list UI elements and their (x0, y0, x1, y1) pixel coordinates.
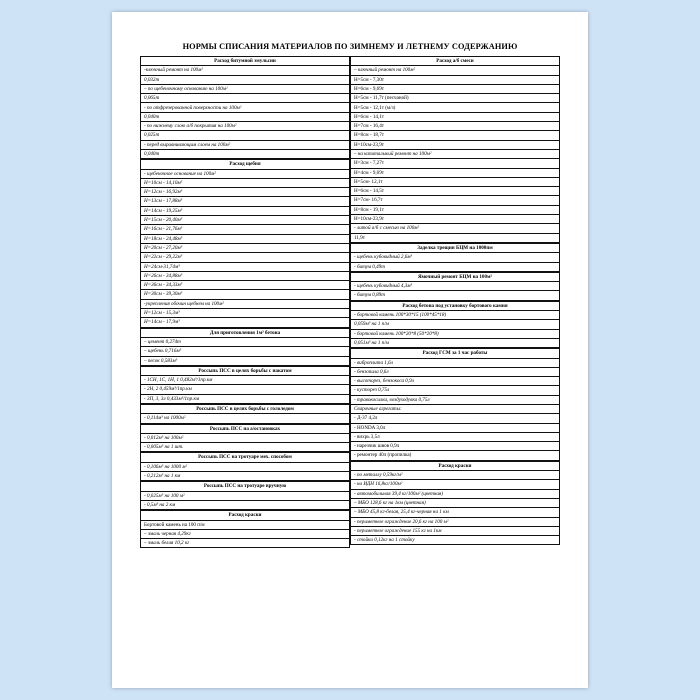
table-cell: – эмаль белая 10,2 кг (141, 539, 350, 548)
table-cell: – песок 0,583м³ (141, 356, 350, 365)
section-table (350, 272, 560, 301)
table-row (351, 480, 560, 489)
table-cell: - литой а/б с смесью на 100м² (351, 224, 560, 233)
section-header: Россыпь ПСС на тротуаре вручную (141, 482, 350, 491)
table-row (351, 140, 560, 149)
table-row (351, 131, 560, 140)
table-row (351, 338, 560, 347)
table-row (141, 414, 350, 423)
table-cell: – эмаль черная 4,29кг (141, 529, 350, 538)
table-row (351, 404, 560, 413)
table-row (351, 395, 560, 404)
table-cell: - 0,025м³ на 100 м² (141, 491, 350, 500)
table-row (141, 281, 350, 290)
table-row (351, 94, 560, 103)
table-cell: - битум 0,89т (351, 291, 560, 300)
section-table (140, 404, 350, 424)
table-row (351, 177, 560, 186)
section-table (140, 328, 350, 366)
section-table (350, 461, 560, 546)
table-row (141, 491, 350, 500)
table-row (351, 233, 560, 242)
table-row (351, 272, 560, 281)
table-row (141, 462, 350, 471)
table-cell: 0,051м³ на 1 п/м (351, 338, 560, 347)
table-cell: - 0,114м³ на 1000м² (141, 414, 350, 423)
section-table (140, 481, 350, 510)
table-row (141, 75, 350, 84)
table-row (351, 536, 560, 545)
table-row (351, 75, 560, 84)
table-cell: Н=26см - 34,88м³ (141, 271, 350, 280)
table-cell: – по щебеночному основанию на 100м² (141, 84, 350, 93)
table-cell: - виброплита 1,6л (351, 358, 560, 367)
table-row (141, 140, 350, 149)
table-row (141, 262, 350, 271)
table-cell: Н=3см - 7,27т (351, 159, 560, 168)
table-cell: Н=10см - 14,10м³ (141, 178, 350, 187)
table-cell: - высоторез, бензокоса 0,9л (351, 377, 560, 386)
table-cell: Н=18см - 24,48м³ (141, 234, 350, 243)
table-cell: 0,040т (141, 112, 350, 121)
section-table (140, 159, 350, 327)
table-cell: - автомобильная 39,4 кг/100м² (цветная) (351, 489, 560, 498)
section-header: Россыпь ПСС в целях борьбы с гололедом (141, 404, 350, 413)
table-cell: - по металлу 0,59кг/м² (351, 471, 560, 480)
table-row (141, 149, 350, 158)
section-table (140, 510, 350, 548)
table-cell: - Д-37 4,2л (351, 414, 560, 423)
table-cell: Н=6см - 14,5т (351, 187, 560, 196)
table-cell: - 3П, 3, 3л 0,433м³/1пр.км (141, 394, 350, 403)
table-row (351, 471, 560, 480)
table-cell: – щебень 0,716м³ (141, 347, 350, 356)
table-cell: – на капитальный ремонт на 100м² (351, 149, 560, 158)
table-cell: - 0,106м³ на 1000 м² (141, 462, 350, 471)
section-table (350, 301, 560, 348)
table-cell: – МБО 128,6 кг на 1км (цветная) (351, 498, 560, 507)
section-table (350, 243, 560, 272)
table-cell: -укрепления обочин щебнем на 100м² (141, 299, 350, 308)
table-row (141, 511, 350, 520)
section-header: Расход а/б смеси (351, 57, 560, 66)
table-row (351, 112, 560, 121)
table-row (351, 215, 560, 224)
table-row (351, 122, 560, 131)
table-cell: 0,059м³ на 1 п/м (351, 320, 560, 329)
table-cell: Н=15см - 20,40м³ (141, 216, 350, 225)
table-row (141, 160, 350, 169)
table-row (351, 168, 560, 177)
table-cell: Н=24см-31,74м³ (141, 262, 350, 271)
table-row (351, 205, 560, 214)
table-row (351, 508, 560, 517)
table-row (141, 539, 350, 548)
section-table (140, 366, 350, 404)
section-header: Заделка трещин БЦМ на 1000пм (351, 243, 560, 252)
table-cell: Н=12см - 16,92м³ (141, 188, 350, 197)
table-row (351, 187, 560, 196)
table-cell: - 1СН, 1С, 1Н, 1 0,482м³/1пр.км (141, 376, 350, 385)
table-cell: 0,032т (141, 75, 350, 84)
section-header: Россыпь ПСС на тротуаре мех. способом (141, 453, 350, 462)
table-row (141, 520, 350, 529)
table-row (351, 329, 560, 338)
table-row (141, 529, 350, 538)
table-row (141, 243, 350, 252)
table-row (141, 366, 350, 375)
table-row (351, 311, 560, 320)
table-row (141, 385, 350, 394)
table-cell: - HONDA 3,0л (351, 423, 560, 432)
table-row (141, 433, 350, 442)
table-cell: Н=8см - 18,7т (351, 131, 560, 140)
document-page (112, 12, 588, 688)
table-cell: - бортовой камень 100*20*8 (50*20*8) (351, 329, 560, 338)
table-row (141, 453, 350, 462)
table-row (351, 196, 560, 205)
table-row (141, 103, 350, 112)
section-header: Расход краски (141, 511, 350, 520)
table-cell: Н=6см - 9,69т (351, 84, 560, 93)
table-row (351, 526, 560, 535)
table-cell: Сварочные агрегаты: (351, 404, 560, 413)
table-row (141, 299, 350, 308)
table-cell: – ключный ремонт на 100м² (351, 66, 560, 75)
table-row (141, 206, 350, 215)
table-cell: - вихрь 3,5л (351, 432, 560, 441)
table-cell: 0,065т (141, 94, 350, 103)
table-row (351, 432, 560, 441)
table-row (141, 376, 350, 385)
table-cell: - бензопила 0,6л (351, 367, 560, 376)
table-row (141, 197, 350, 206)
table-cell: Н=14см - 19,25м³ (141, 206, 350, 215)
table-cell: - 0,005м³ на 1 шт. (141, 443, 350, 452)
table-cell: Н=13см - 17,88м³ (141, 197, 350, 206)
table-row (141, 500, 350, 509)
table-cell: Н=5см - 12,1т (м/з) (351, 103, 560, 112)
table-row (351, 423, 560, 432)
table-row (141, 424, 350, 433)
table-cell: 0,025т (141, 131, 350, 140)
table-row (351, 414, 560, 423)
table-cell: Н=7см - 16,4т (351, 122, 560, 131)
table-row (351, 386, 560, 395)
table-cell: – МБО 45,8 кг-белая, 25,4 кг-черная на 1 км (351, 508, 560, 517)
section-header: Расход битумной эмульсии (141, 57, 350, 66)
table-row (351, 159, 560, 168)
table-cell: Н=20см - 27,20м³ (141, 243, 350, 252)
table-cell: – цемент 0,274т (141, 337, 350, 346)
table-row (351, 461, 560, 470)
table-row (141, 482, 350, 491)
table-row (351, 320, 560, 329)
table-row (351, 243, 560, 252)
table-row (351, 498, 560, 507)
table-cell: - ремонтер 40л (пропилка) (351, 451, 560, 460)
left-column (140, 56, 350, 548)
table-cell: Н=12см - 15,3м³ (141, 309, 350, 318)
table-cell: - щебеночное основание на 100м² (141, 169, 350, 178)
table-cell: Н=10см-23,9т (351, 215, 560, 224)
table-row (351, 301, 560, 310)
table-row (141, 290, 350, 299)
table-cell: - щебень кубовидный 4,3м³ (351, 282, 560, 291)
table-cell: - 0,012м³ на 100м² (141, 433, 350, 442)
table-row (141, 472, 350, 481)
table-row (351, 442, 560, 451)
table-cell: Н=7см- 16,7т (351, 196, 560, 205)
section-header: Расход краски (351, 461, 560, 470)
table-row (141, 112, 350, 121)
table-cell: Н=5см - 11,7т (песчаной) (351, 94, 560, 103)
table-row (141, 94, 350, 103)
section-header: Россыпь ПСС на а/остановках (141, 424, 350, 433)
table-row (141, 84, 350, 93)
table-cell: - на ИДН 16,8кг/100м² (351, 480, 560, 489)
table-cell: - битум 0,49т (351, 262, 560, 271)
table-cell: - травокосилка, воздуходувка 0,75л (351, 395, 560, 404)
table-cell: Н=6см - 14,1т (351, 112, 560, 121)
two-column-layout (140, 56, 560, 548)
table-row (141, 216, 350, 225)
section-header: Расход ГСМ за 1 час работы (351, 349, 560, 358)
table-cell: - периметное ограждение 20,6 кг на 100 м² (351, 517, 560, 526)
table-cell: Н=30см - 39,30м³ (141, 290, 350, 299)
table-cell: -ключный ремонт на 100м² (141, 66, 350, 75)
table-cell: - по отфрезерованной поверхности на 100м² (141, 103, 350, 112)
table-row (141, 347, 350, 356)
table-row (141, 394, 350, 403)
table-cell: 11,9т (351, 233, 560, 242)
table-row (141, 122, 350, 131)
section-header: Ямочный ремонт БЦМ на 100м² (351, 272, 560, 281)
table-row (351, 103, 560, 112)
table-cell: - 2Н, 2 0,459м³/1пр.км (141, 385, 350, 394)
document-body (140, 42, 560, 548)
table-row (141, 169, 350, 178)
table-cell: - щебень кубовидный 2,6м³ (351, 253, 560, 262)
table-cell: - кусторез 0,75л (351, 386, 560, 395)
table-row (141, 309, 350, 318)
table-cell: 0,040т (141, 149, 350, 158)
table-row (141, 225, 350, 234)
table-row (351, 349, 560, 358)
table-row (141, 66, 350, 75)
table-row (141, 443, 350, 452)
table-row (141, 131, 350, 140)
table-cell: Н=8см - 19,1т (351, 205, 560, 214)
table-cell: Бортовой камень на 100 п/м (141, 520, 350, 529)
table-row (351, 224, 560, 233)
table-row (141, 337, 350, 346)
table-cell: Н=14см - 17,9м³ (141, 318, 350, 327)
table-row (351, 358, 560, 367)
table-row (351, 149, 560, 158)
section-header: Расход щебня (141, 160, 350, 169)
table-cell: - перед выравнивающим слоем на 100м² (141, 140, 350, 149)
table-cell: Н=10см-23,9т (351, 140, 560, 149)
table-cell: - стойки 0,12кг на 1 стойку (351, 536, 560, 545)
table-cell: - 0,5м³ на 2 км (141, 500, 350, 509)
table-row (351, 367, 560, 376)
table-row (141, 234, 350, 243)
table-row (141, 253, 350, 262)
table-row (141, 178, 350, 187)
table-row (351, 262, 560, 271)
right-column (350, 56, 560, 545)
table-row (351, 282, 560, 291)
table-row (141, 404, 350, 413)
table-row (351, 253, 560, 262)
table-row (141, 271, 350, 280)
section-table (350, 348, 560, 461)
table-cell: - периметное ограждение 155 кг на 1км (351, 526, 560, 535)
section-header: Россыпь ПСС в целях борьбы с накатом (141, 366, 350, 375)
table-row (141, 328, 350, 337)
table-row (141, 356, 350, 365)
table-cell: - по нижнему слою а/б покрытия на 100м² (141, 122, 350, 131)
table-cell: Н=16см - 21,76м³ (141, 225, 350, 234)
table-row (141, 318, 350, 327)
table-row (351, 57, 560, 66)
table-cell: Н=22см - 29,22м³ (141, 253, 350, 262)
section-header: Расход бетона под установку бортового камня (351, 301, 560, 310)
table-row (141, 188, 350, 197)
table-row (351, 451, 560, 460)
table-row (351, 377, 560, 386)
table-cell: - 0,212м³ на 1 км (141, 472, 350, 481)
table-cell: - бортовой камень 100*30*15 (100*45*18) (351, 311, 560, 320)
table-row (351, 66, 560, 75)
table-row (351, 291, 560, 300)
section-table (350, 56, 560, 243)
table-cell: Н=5см - 7,30т (351, 75, 560, 84)
table-cell: Н=4см - 9,69т (351, 168, 560, 177)
table-row (141, 57, 350, 66)
table-cell: Н=5см- 12,1т (351, 177, 560, 186)
table-cell: - нарезчик швов 0,9л (351, 442, 560, 451)
section-header: Для приготовления 1м³ бетона (141, 328, 350, 337)
section-table (140, 424, 350, 453)
table-row (351, 84, 560, 93)
table-row (351, 489, 560, 498)
page-title: НОРМЫ СПИСАНИЯ МАТЕРИАЛОВ ПО ЗИМНЕМУ И ЛЕТНЕМУ СОДЕРЖАНИЮ (182, 42, 518, 51)
section-table (140, 452, 350, 481)
table-row (351, 517, 560, 526)
section-table (140, 56, 350, 159)
table-cell: Н=36см - 34,33м³ (141, 281, 350, 290)
